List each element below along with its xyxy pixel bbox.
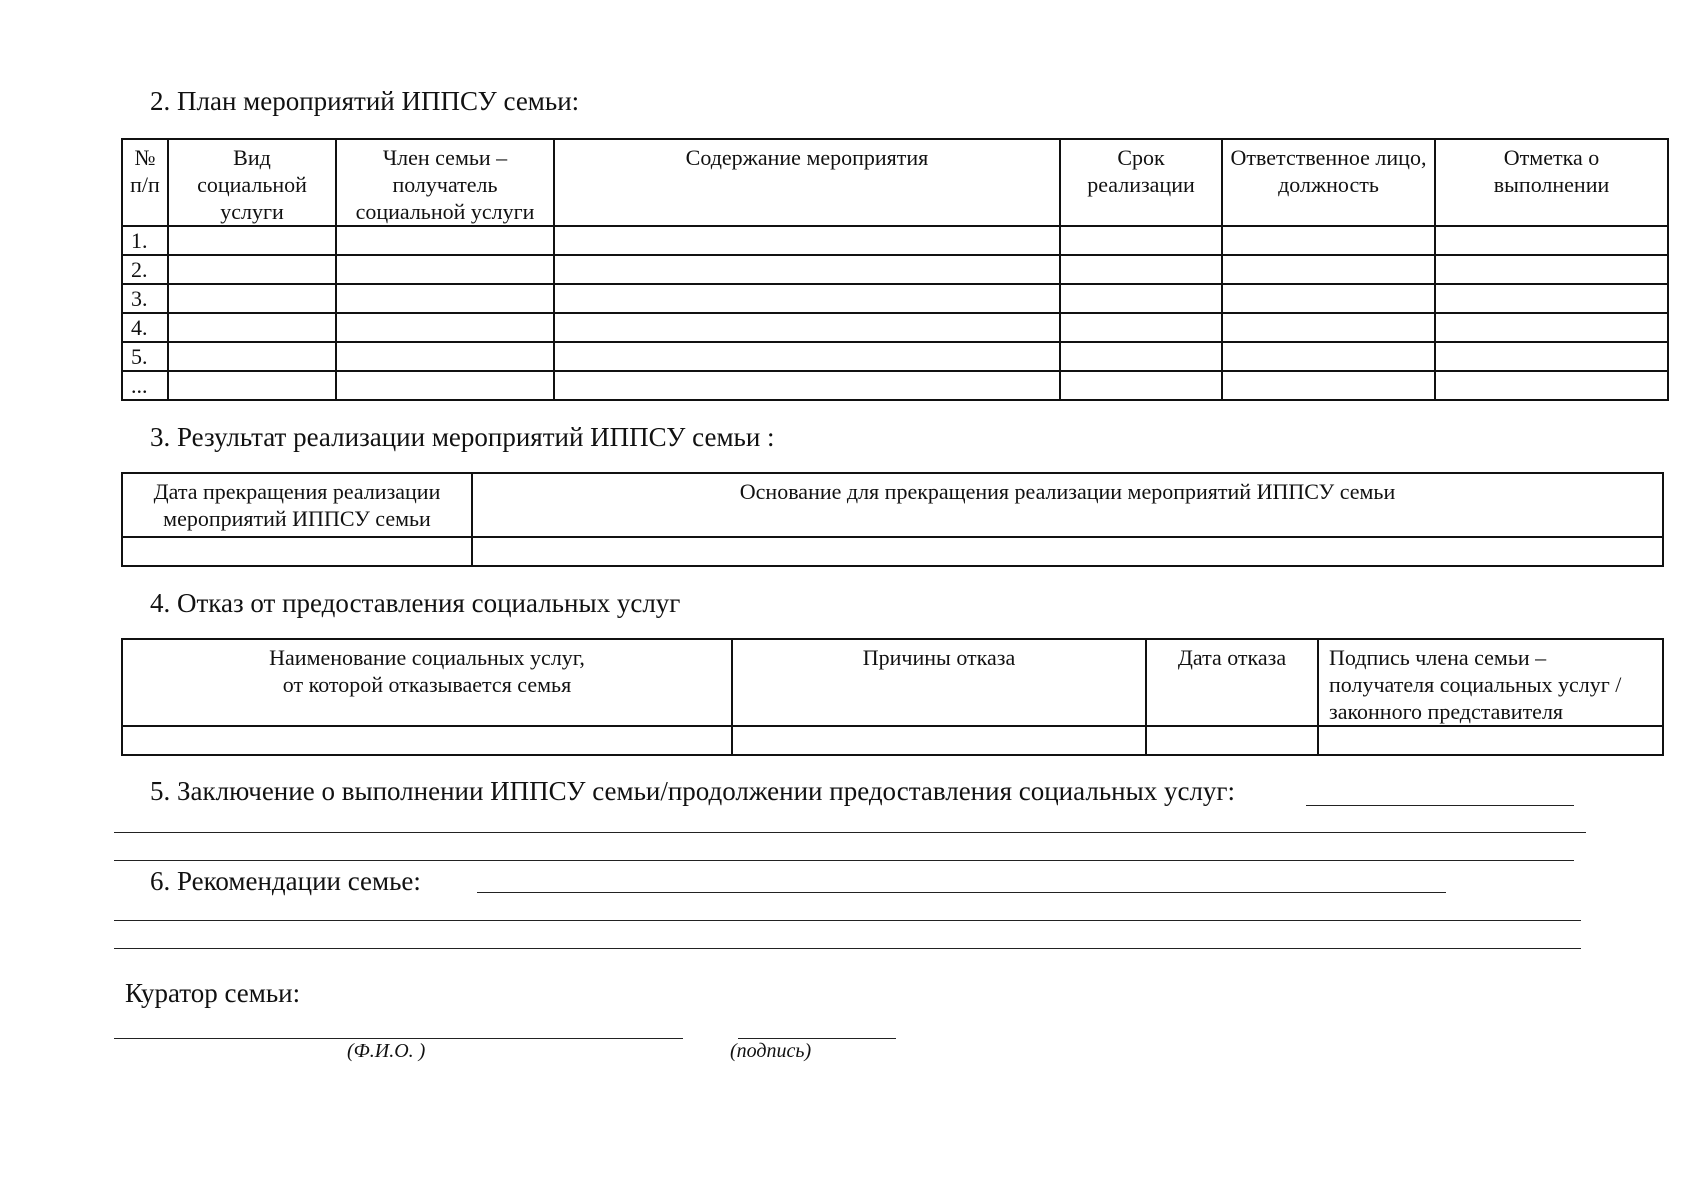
- row-number: 5.: [122, 342, 168, 371]
- col-header-family-member-line3: социальной услуги: [355, 199, 535, 224]
- cell-service-type[interactable]: [168, 342, 336, 371]
- row-number: 3.: [122, 284, 168, 313]
- cell-term[interactable]: [1060, 226, 1222, 255]
- cell-responsible[interactable]: [1222, 313, 1435, 342]
- cell-responsible[interactable]: [1222, 371, 1435, 400]
- col-header-service-type-line1: Вид: [233, 145, 271, 170]
- cell-refusal-date[interactable]: [1146, 726, 1318, 755]
- cell-service-type[interactable]: [168, 371, 336, 400]
- cell-service-type[interactable]: [168, 284, 336, 313]
- recommendations-line-inline[interactable]: [477, 892, 1446, 893]
- cell-completion-mark[interactable]: [1435, 371, 1668, 400]
- cell-completion-mark[interactable]: [1435, 342, 1668, 371]
- conclusion-line-2[interactable]: [114, 860, 1574, 861]
- cell-service-type[interactable]: [168, 226, 336, 255]
- col-header-service-name-line2: от которой отказывается семья: [282, 672, 572, 697]
- cell-family-member[interactable]: [336, 255, 554, 284]
- recommendations-line-2[interactable]: [114, 948, 1581, 949]
- cell-term[interactable]: [1060, 371, 1222, 400]
- cell-completion-mark[interactable]: [1435, 226, 1668, 255]
- cell-content[interactable]: [554, 284, 1060, 313]
- col-header-num-line2: п/п: [130, 172, 160, 197]
- cell-content[interactable]: [554, 226, 1060, 255]
- col-header-completion-mark-line2: выполнении: [1493, 172, 1610, 197]
- refusal-table: [121, 638, 1664, 756]
- row-number: 2.: [122, 255, 168, 284]
- col-header-termination-date-line1: Дата прекращения реализации: [153, 479, 441, 504]
- cell-completion-mark[interactable]: [1435, 284, 1668, 313]
- cell-family-member[interactable]: [336, 342, 554, 371]
- cell-service-type[interactable]: [168, 255, 336, 284]
- cell-family-member[interactable]: [336, 371, 554, 400]
- col-header-termination-reason: Основание для прекращения реализации мероприятий ИППСУ семьи: [472, 473, 1663, 537]
- cell-content[interactable]: [554, 371, 1060, 400]
- col-header-signature: [1318, 639, 1663, 726]
- cell-term[interactable]: [1060, 342, 1222, 371]
- col-header-term: [1060, 139, 1222, 226]
- col-header-signature-line3: законного представителя: [1329, 699, 1564, 724]
- table-row: [122, 537, 1663, 566]
- curator-signature-line[interactable]: [738, 1038, 896, 1039]
- col-header-refusal-reasons: Причины отказа: [732, 639, 1146, 726]
- col-header-termination-date: [122, 473, 472, 537]
- col-header-responsible-line1: Ответственное лицо,: [1230, 145, 1427, 170]
- col-header-responsible-line2: должность: [1278, 172, 1379, 197]
- col-header-family-member-line2: получатель: [392, 172, 498, 197]
- col-header-term-line1: Срок: [1117, 145, 1165, 170]
- col-header-completion-mark: [1435, 139, 1668, 226]
- activities-plan-table: [121, 138, 1669, 401]
- cell-signature[interactable]: [1318, 726, 1663, 755]
- table-row: [122, 226, 1668, 255]
- col-header-family-member: [336, 139, 554, 226]
- cell-family-member[interactable]: [336, 313, 554, 342]
- col-header-family-member-line1: Член семьи –: [382, 145, 508, 170]
- curator-fio-line[interactable]: [114, 1038, 683, 1039]
- col-header-num-line1: №: [134, 145, 156, 170]
- col-header-service-type-line2: социальной: [197, 172, 307, 197]
- cell-content[interactable]: [554, 255, 1060, 284]
- table-row: [122, 371, 1668, 400]
- table-row: [122, 342, 1668, 371]
- cell-content[interactable]: [554, 313, 1060, 342]
- cell-refusal-reasons[interactable]: [732, 726, 1146, 755]
- col-header-signature-line1: Подпись члена семьи –: [1329, 645, 1547, 670]
- col-header-service-name-line1: Наименование социальных услуг,: [269, 645, 585, 670]
- conclusion-line-1[interactable]: [114, 832, 1586, 833]
- results-table: [121, 472, 1664, 567]
- cell-completion-mark[interactable]: [1435, 313, 1668, 342]
- col-header-responsible: [1222, 139, 1435, 226]
- cell-content[interactable]: [554, 342, 1060, 371]
- cell-family-member[interactable]: [336, 226, 554, 255]
- col-header-content: Содержание мероприятия: [554, 139, 1060, 226]
- row-number: 1.: [122, 226, 168, 255]
- cell-responsible[interactable]: [1222, 342, 1435, 371]
- col-header-service-name: [122, 639, 732, 726]
- cell-responsible[interactable]: [1222, 226, 1435, 255]
- cell-service-type[interactable]: [168, 313, 336, 342]
- cell-responsible[interactable]: [1222, 284, 1435, 313]
- row-number: 4.: [122, 313, 168, 342]
- col-header-termination-date-line2: мероприятий ИППСУ семьи: [163, 506, 431, 531]
- curator-label: Куратор семьи:: [125, 978, 301, 1008]
- section-4-heading: 4. Отказ от предоставления социальных услуг: [150, 588, 681, 618]
- conclusion-line-inline[interactable]: [1306, 805, 1574, 806]
- col-header-refusal-date: Дата отказа: [1146, 639, 1318, 726]
- section-5-heading: 5. Заключение о выполнении ИППСУ семьи/продолжении предоставления социальных услуг:: [150, 776, 1236, 806]
- cell-service-name[interactable]: [122, 726, 732, 755]
- cell-family-member[interactable]: [336, 284, 554, 313]
- col-header-completion-mark-line1: Отметка о: [1503, 145, 1600, 170]
- cell-responsible[interactable]: [1222, 255, 1435, 284]
- section-6-heading: 6. Рекомендации семье:: [150, 866, 421, 896]
- cell-term[interactable]: [1060, 284, 1222, 313]
- recommendations-line-1[interactable]: [114, 920, 1581, 921]
- cell-termination-date[interactable]: [122, 537, 472, 566]
- col-header-term-line2: реализации: [1087, 172, 1195, 197]
- table-row: [122, 255, 1668, 284]
- col-header-signature-line2: получателя социальных услуг /: [1329, 672, 1622, 697]
- table-row: [122, 726, 1663, 755]
- col-header-service-type: [168, 139, 336, 226]
- table-row: [122, 284, 1668, 313]
- section-2-heading: 2. План мероприятий ИППСУ семьи:: [150, 86, 580, 116]
- cell-term[interactable]: [1060, 255, 1222, 284]
- table-row: [122, 313, 1668, 342]
- col-header-service-type-line3: услуги: [220, 199, 284, 224]
- cell-term[interactable]: [1060, 313, 1222, 342]
- fio-caption: (Ф.И.О. ): [347, 1040, 426, 1062]
- cell-completion-mark[interactable]: [1435, 255, 1668, 284]
- col-header-num: [122, 139, 168, 226]
- signature-caption: (подпись): [730, 1040, 812, 1062]
- section-3-heading: 3. Результат реализации мероприятий ИППСУ семьи :: [150, 422, 775, 452]
- row-number: ...: [122, 371, 168, 400]
- cell-termination-reason[interactable]: [472, 537, 1663, 566]
